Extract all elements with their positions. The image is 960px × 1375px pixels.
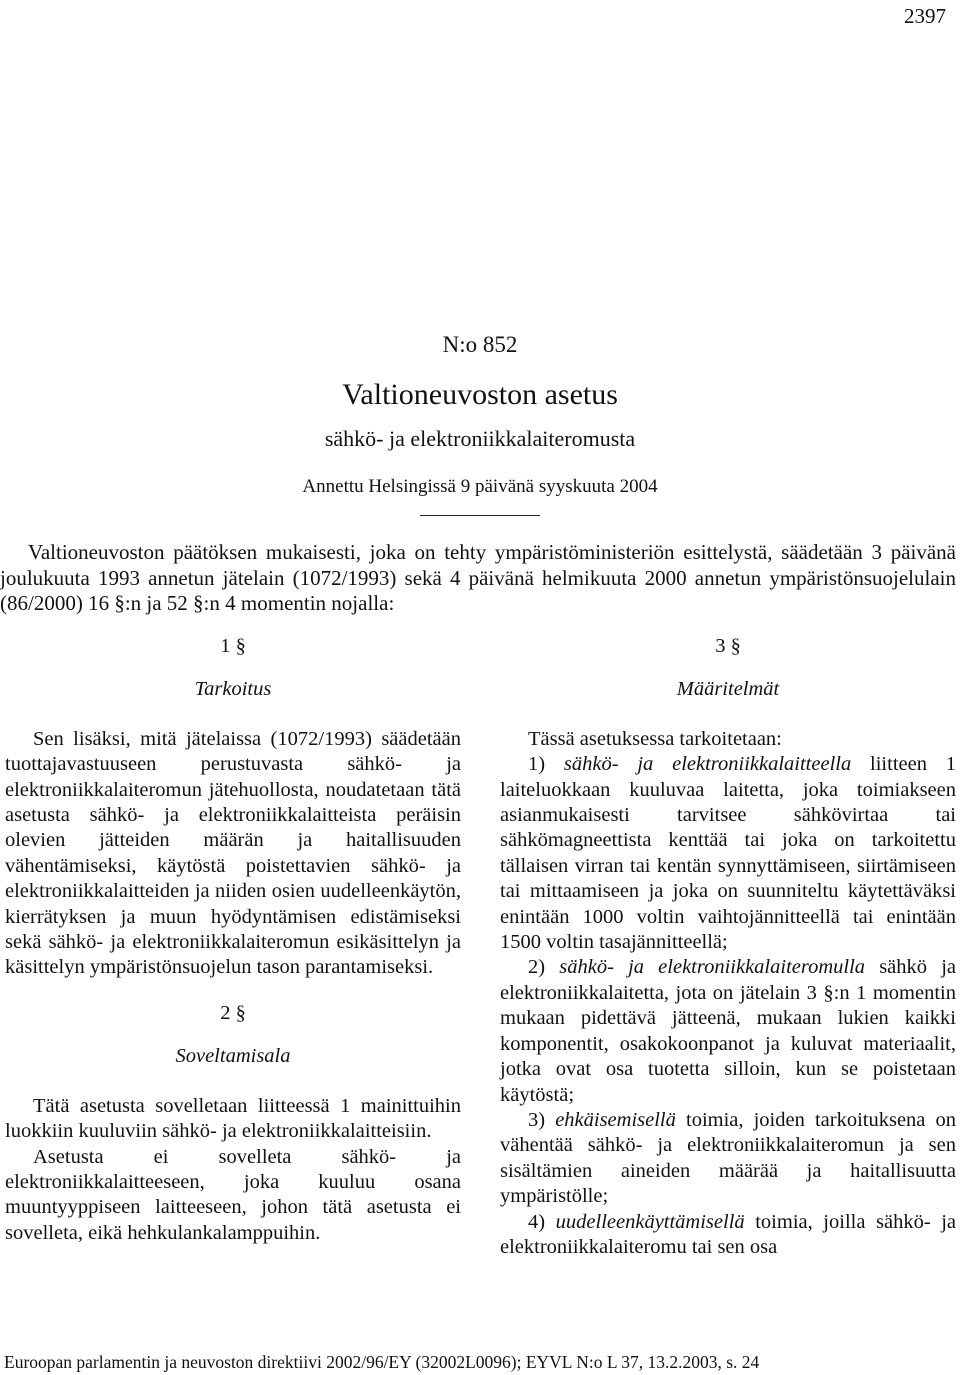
definition-4-number: 4) (528, 1210, 546, 1233)
section-2-paragraph-2: Asetusta ei sovelleta sähkö- ja elektroniikkalaitteeseen, joka kuuluu osana muuntyyppiseen laitteeseen, johon tätä asetusta ei sovelleta, eikä hehkulankalamppuihin. (5, 1145, 461, 1244)
section-2-number: 2 § (220, 1001, 246, 1024)
page-number: 2397 (904, 4, 946, 28)
section-2-heading: Soveltamisala (175, 1045, 291, 1068)
definition-2-text: sähkö ja elektroniikkalaitetta, jota on jätelain 3 §:n 1 momentin mukaan pidettävä jätteenä, mukaan lukien kaikki komponentit, osakokoonpanot ja kuluvat materiaalit, jotka ovat osa tuotetta silloin, kun se poistetaan käytöstä; (500, 956, 956, 1106)
section-2-paragraph-1: Tätä asetusta sovelletaan liitteessä 1 mainittuihin luokkiin kuuluviin sähkö- ja elektroniikkalaitteisiin. (5, 1094, 461, 1143)
spacer (5, 981, 461, 1001)
definition-3-number: 3) (528, 1108, 546, 1131)
definition-4 (500, 1210, 956, 1261)
definition-2 (500, 955, 956, 1107)
section-1-heading: Tarkoitus (194, 678, 272, 701)
section-1-number: 1 § (220, 635, 246, 657)
intro-paragraph (0, 540, 956, 617)
definition-4-term: uudelleenkäyttämisellä (555, 1210, 745, 1233)
right-column (500, 634, 956, 1260)
definition-1 (500, 752, 956, 955)
definition-3-text: toimia, joiden tarkoituksena on vähentää sähkö- ja elektroniikkalaiteromun ja sen sisältämien aineiden määrää ja haitallisuutta ympäristölle; (500, 1108, 957, 1208)
document-subtitle: sähkö- ja elektroniikkalaiteromusta (324, 426, 636, 451)
footnote: Euroopan parlamentin ja neuvoston direktiivi 2002/96/EY (32002L0096); EYVL N:o L 37, 13.2.2003, s. 24 (4, 1352, 760, 1372)
definition-3 (500, 1108, 956, 1210)
left-column (5, 634, 461, 1246)
section-1-paragraph: Sen lisäksi, mitä jätelaissa (1072/1993) säädetään tuottajavastuuseen perustuvasta sähkö- ja elektroniikkalaiteromun jätehuollosta, noudatetaan tätä asetusta sähkö- ja elektroniikkalaitteista peräisin olevien jätteiden määrän ja haitallisuuden vähentämiseksi, käytöstä poistettavien sähkö- ja elektroniikkalaitteiden ja niiden osien uudelleenkäytön, kierrätyksen ja muun hyödyntämisen edistämiseksi sekä sähkö- ja elektroniikkalaiteromun esikäsittelyn ja käsittelyn ympäristönsuojelun tason parantamiseksi. (5, 727, 461, 979)
document-number: N:o 852 (442, 332, 518, 357)
definition-4-text: toimia, joilla sähkö- ja elektroniikkalaiteromu tai sen osa (500, 1210, 957, 1258)
section-3-heading: Määritelmät (676, 678, 780, 701)
definition-3-term: ehkäisemisellä (555, 1108, 676, 1131)
section-3-lead: Tässä asetuksessa tarkoitetaan: (528, 727, 782, 750)
definition-1-text: liitteen 1 laiteluokkaan kuuluvaa laitetta, joka toimiakseen asianmukaisesti tarvitsee sähkövirtaa tai sähkömagneettista kenttää tai joka on tarkoitettu tällaisen virran tai kentän synnyttämiseen, siirtämiseen tai mittaamiseen ja joka on suunniteltu käytettäväksi enintään 1000 voltin vaihtojännitteellä tai enintään 1500 voltin tasajännitteellä; (500, 753, 957, 954)
section-3-number: 3 § (715, 635, 741, 657)
intro-text: Valtioneuvoston päätöksen mukaisesti, joka on tehty ympäristöministeriön esittelystä, säädetään 3 päivänä joulukuuta 1993 annetun jätelain (1072/1993) sekä 4 päivänä helmikuuta 2000 annetun ympäristönsuojelulain (86/2000) 16 §:n ja 52 §:n 4 momentin nojalla: (0, 540, 956, 615)
given-date-line: Annettu Helsingissä 9 päivänä syyskuuta 2004 (302, 476, 658, 497)
definition-2-term: sähkö- ja elektroniikkalaiteromulla (559, 956, 866, 979)
definition-2-number: 2) (528, 956, 546, 979)
document-title: Valtioneuvoston asetus (342, 378, 618, 411)
header-divider (420, 515, 540, 516)
definition-1-number: 1) (528, 753, 546, 776)
definition-1-term: sähkö- ja elektroniikkalaitteella (563, 753, 852, 776)
